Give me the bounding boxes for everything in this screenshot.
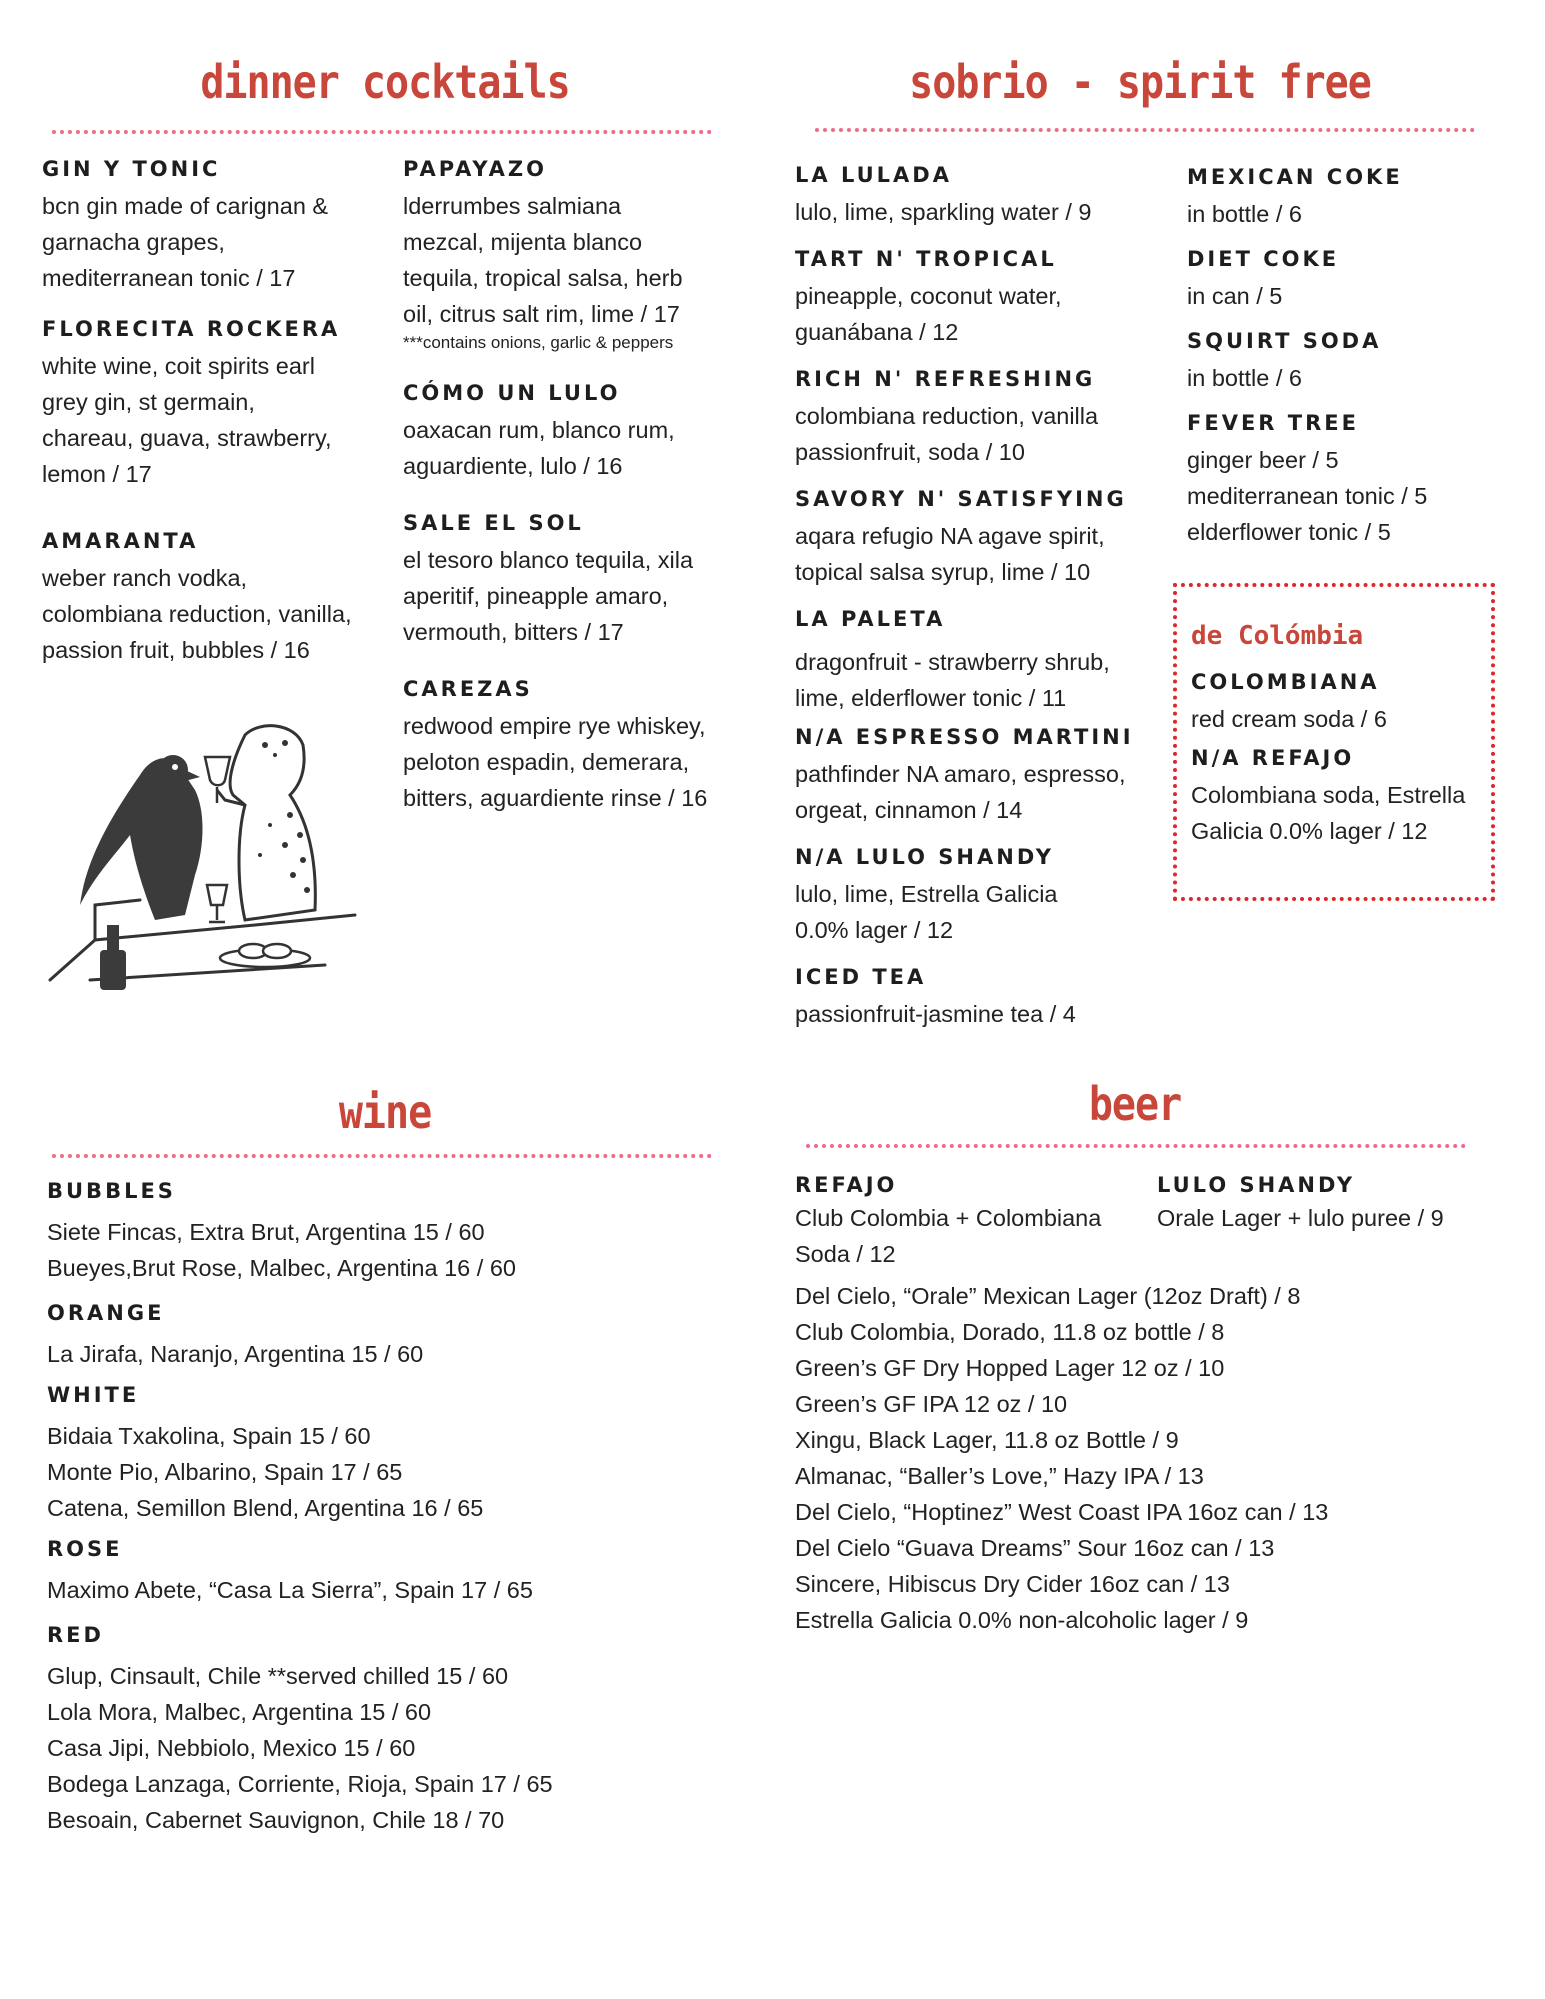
sobrio-column-1: [795, 162, 1165, 1052]
sobrio-title: sobrio - spirit free: [909, 56, 1371, 110]
cocktail-desc: oil, citrus salt rim, lime / 17: [403, 301, 680, 327]
sobrio-divider: [815, 128, 1475, 132]
wine-title: wine: [338, 1086, 432, 1140]
sobrio-name: N/A LULO SHANDY: [795, 845, 1054, 869]
wine-group: [47, 1536, 747, 1608]
wine-line: Monte Pio, Albarino, Spain 17 / 65: [47, 1459, 403, 1485]
soda-desc: ginger beer / 5: [1187, 447, 1339, 473]
cocktail-desc: passion fruit, bubbles / 16: [42, 637, 310, 663]
wine-group-name: RED: [47, 1623, 104, 1647]
cocktail-desc: peloton espadin, demerara,: [403, 749, 690, 775]
sobrio-desc: colombiana reduction, vanilla: [795, 403, 1099, 429]
beer-line: Del Cielo “Guava Dreams” Sour 16oz can / 13: [795, 1535, 1275, 1561]
cocktail-item: [42, 316, 382, 492]
soda-item: [1187, 328, 1507, 396]
sobrio-desc: orgeat, cinnamon / 14: [795, 797, 1023, 823]
cocktail-item: [403, 156, 763, 354]
colombia-item: [1191, 669, 1477, 737]
soda-desc: in can / 5: [1187, 283, 1283, 309]
beer-line: Del Cielo, “Hoptinez” West Coast IPA 16oz can / 13: [795, 1499, 1329, 1525]
cocktail-desc: bcn gin made of carignan &: [42, 193, 329, 219]
sobrio-item: [795, 486, 1165, 590]
sobrio-desc: 0.0% lager / 12: [795, 917, 954, 943]
sobrio-item: [795, 844, 1165, 948]
sobrio-desc: lulo, lime, sparkling water / 9: [795, 199, 1092, 225]
cocktails-divider: [52, 130, 712, 134]
cocktail-desc: el tesoro blanco tequila, xila: [403, 547, 694, 573]
cocktail-name: CAREZAS: [403, 677, 533, 701]
sobrio-item: [795, 366, 1165, 470]
sobrio-desc: passionfruit-jasmine tea / 4: [795, 1001, 1076, 1027]
sobrio-desc: pineapple, coconut water,: [795, 283, 1062, 309]
wine-line: Besoain, Cabernet Sauvignon, Chile 18 / 70: [47, 1807, 505, 1833]
wine-group-name: ORANGE: [47, 1301, 165, 1325]
wine-group-name: ROSE: [47, 1537, 123, 1561]
beer-featured-2: [1157, 1172, 1497, 1236]
colombia-box: [1173, 583, 1495, 901]
soda-name: SQUIRT SODA: [1187, 329, 1382, 353]
cocktails-column-2: [403, 156, 763, 836]
sobrio-desc: dragonfruit - strawberry shrub,: [795, 649, 1110, 675]
cocktail-desc: aguardiente, lulo / 16: [403, 453, 623, 479]
sobrio-item: [795, 964, 1165, 1032]
soda-name: MEXICAN COKE: [1187, 165, 1403, 189]
colombia-name: COLOMBIANA: [1191, 670, 1380, 694]
beer-featured-desc: Orale Lager + lulo puree / 9: [1157, 1205, 1444, 1231]
sobrio-item: [795, 724, 1165, 828]
sobrio-name: SAVORY N' SATISFYING: [795, 487, 1127, 511]
beer-featured-name: REFAJO: [795, 1173, 898, 1197]
sobrio-name: ICED TEA: [795, 965, 927, 989]
cocktail-name: AMARANTA: [42, 529, 199, 553]
sobrio-desc: lime, elderflower tonic / 11: [795, 685, 1067, 711]
colombia-item: [1191, 745, 1477, 849]
sobrio-name: N/A ESPRESSO MARTINI: [795, 725, 1134, 749]
wine-group-name: BUBBLES: [47, 1179, 176, 1203]
beer-featured-name: LULO SHANDY: [1157, 1173, 1356, 1197]
beer-line: Xingu, Black Lager, 11.8 oz Bottle / 9: [795, 1427, 1179, 1453]
cocktail-item: [403, 676, 763, 816]
soda-name: FEVER TREE: [1187, 411, 1359, 435]
beer-line: Green’s GF Dry Hopped Lager 12 oz / 10: [795, 1355, 1225, 1381]
sobrio-name: RICH N' REFRESHING: [795, 367, 1096, 391]
wine-line: Glup, Cinsault, Chile **served chilled 15 / 60: [47, 1663, 509, 1689]
sobrio-desc: topical salsa syrup, lime / 10: [795, 559, 1091, 585]
sobrio-desc: lulo, lime, Estrella Galicia: [795, 881, 1058, 907]
beer-featured-desc: Club Colombia + Colombiana: [795, 1205, 1102, 1231]
wine-line: Lola Mora, Malbec, Argentina 15 / 60: [47, 1699, 432, 1725]
cocktail-item: [403, 380, 763, 484]
beer-line: Green’s GF IPA 12 oz / 10: [795, 1391, 1068, 1417]
wine-group: [47, 1178, 747, 1286]
sobrio-name: TART N' TROPICAL: [795, 247, 1057, 271]
beer-line: Del Cielo, “Orale” Mexican Lager (12oz Draft) / 8: [795, 1283, 1301, 1309]
wine-group-name: WHITE: [47, 1383, 140, 1407]
soda-item: [1187, 164, 1507, 232]
wine-divider: [52, 1154, 712, 1158]
wine-line: Bueyes,Brut Rose, Malbec, Argentina 16 / 60: [47, 1255, 516, 1281]
cocktail-name: PAPAYAZO: [403, 157, 547, 181]
wine-group: [47, 1300, 747, 1372]
wine-line: Maximo Abete, “Casa La Sierra”, Spain 17 / 65: [47, 1577, 533, 1603]
cocktail-desc: oaxacan rum, blanco rum,: [403, 417, 675, 443]
soda-item: [1187, 410, 1507, 550]
sobrio-item: [795, 606, 1165, 716]
beer-line: Sincere, Hibiscus Dry Cider 16oz can / 13: [795, 1571, 1230, 1597]
beer-line: Club Colombia, Dorado, 11.8 oz bottle / 8: [795, 1319, 1225, 1345]
colombia-desc: Galicia 0.0% lager / 12: [1191, 818, 1428, 844]
cocktail-name: CÓMO UN LULO: [403, 381, 621, 405]
colombia-desc: Colombiana soda, Estrella: [1191, 782, 1466, 808]
cocktail-name: GIN Y TONIC: [42, 157, 221, 181]
colombia-title: de Colómbia: [1191, 621, 1364, 651]
eagle-jaguar-illustration: [45, 715, 365, 995]
soda-name: DIET COKE: [1187, 247, 1340, 271]
cocktail-desc: lderrumbes salmiana: [403, 193, 622, 219]
cocktails-column-1: [42, 156, 382, 688]
cocktail-desc: weber ranch vodka,: [42, 565, 248, 591]
wine-line: Bidaia Txakolina, Spain 15 / 60: [47, 1423, 371, 1449]
sobrio-name: LA PALETA: [795, 607, 946, 631]
cocktail-desc: mezcal, mijenta blanco: [403, 229, 643, 255]
wine-line: Casa Jipi, Nebbiolo, Mexico 15 / 60: [47, 1735, 416, 1761]
beer-divider: [806, 1144, 1466, 1148]
cocktail-item: [403, 510, 763, 650]
soda-item: [1187, 246, 1507, 314]
cocktail-desc: tequila, tropical salsa, herb: [403, 265, 683, 291]
beer-featured-desc: Soda / 12: [795, 1241, 896, 1267]
cocktail-desc: grey gin, st germain,: [42, 389, 255, 415]
allergen-note: ***contains onions, garlic & peppers: [403, 333, 674, 352]
beer-featured-1: [795, 1172, 1135, 1272]
sobrio-item: [795, 162, 1165, 230]
sobrio-item: [795, 246, 1165, 350]
wine-line: La Jirafa, Naranjo, Argentina 15 / 60: [47, 1341, 424, 1367]
wine-line: Bodega Lanzaga, Corriente, Rioja, Spain 17 / 65: [47, 1771, 553, 1797]
cocktails-title: dinner cocktails: [200, 56, 570, 110]
cocktail-desc: mediterranean tonic / 17: [42, 265, 296, 291]
sobrio-column-2: [1187, 164, 1507, 570]
cocktail-name: FLORECITA ROCKERA: [42, 317, 341, 341]
cocktail-name: SALE EL SOL: [403, 511, 584, 535]
sobrio-desc: pathfinder NA amaro, espresso,: [795, 761, 1126, 787]
cocktail-desc: bitters, aguardiente rinse / 16: [403, 785, 708, 811]
cocktail-desc: aperitif, pineapple amaro,: [403, 583, 669, 609]
wine-line: Catena, Semillon Blend, Argentina 16 / 65: [47, 1495, 484, 1521]
soda-desc: mediterranean tonic / 5: [1187, 483, 1428, 509]
sobrio-desc: aqara refugio NA agave spirit,: [795, 523, 1105, 549]
colombia-name: N/A REFAJO: [1191, 746, 1355, 770]
beer-line: Almanac, “Baller’s Love,” Hazy IPA / 13: [795, 1463, 1204, 1489]
cocktail-desc: garnacha grapes,: [42, 229, 225, 255]
colombia-desc: red cream soda / 6: [1191, 706, 1387, 732]
cocktail-desc: chareau, guava, strawberry,: [42, 425, 332, 451]
soda-desc: elderflower tonic / 5: [1187, 519, 1391, 545]
beer-list: [795, 1278, 1495, 1638]
beer-line: Estrella Galicia 0.0% non-alcoholic lager / 9: [795, 1607, 1249, 1633]
sobrio-desc: passionfruit, soda / 10: [795, 439, 1025, 465]
soda-desc: in bottle / 6: [1187, 201, 1302, 227]
wine-line: Siete Fincas, Extra Brut, Argentina 15 / 60: [47, 1219, 485, 1245]
wine-group: [47, 1382, 747, 1526]
cocktail-desc: vermouth, bitters / 17: [403, 619, 624, 645]
cocktail-desc: redwood empire rye whiskey,: [403, 713, 706, 739]
cocktail-desc: lemon / 17: [42, 461, 152, 487]
soda-desc: in bottle / 6: [1187, 365, 1302, 391]
wine-group: [47, 1622, 747, 1838]
cocktail-desc: colombiana reduction, vanilla,: [42, 601, 352, 627]
wine-list: [47, 1178, 747, 1858]
beer-title: beer: [1088, 1078, 1182, 1132]
sobrio-name: LA LULADA: [795, 163, 952, 187]
cocktail-item: [42, 156, 382, 296]
cocktail-item: [42, 528, 382, 668]
cocktail-desc: white wine, coit spirits earl: [42, 353, 315, 379]
sobrio-desc: guanábana / 12: [795, 319, 959, 345]
